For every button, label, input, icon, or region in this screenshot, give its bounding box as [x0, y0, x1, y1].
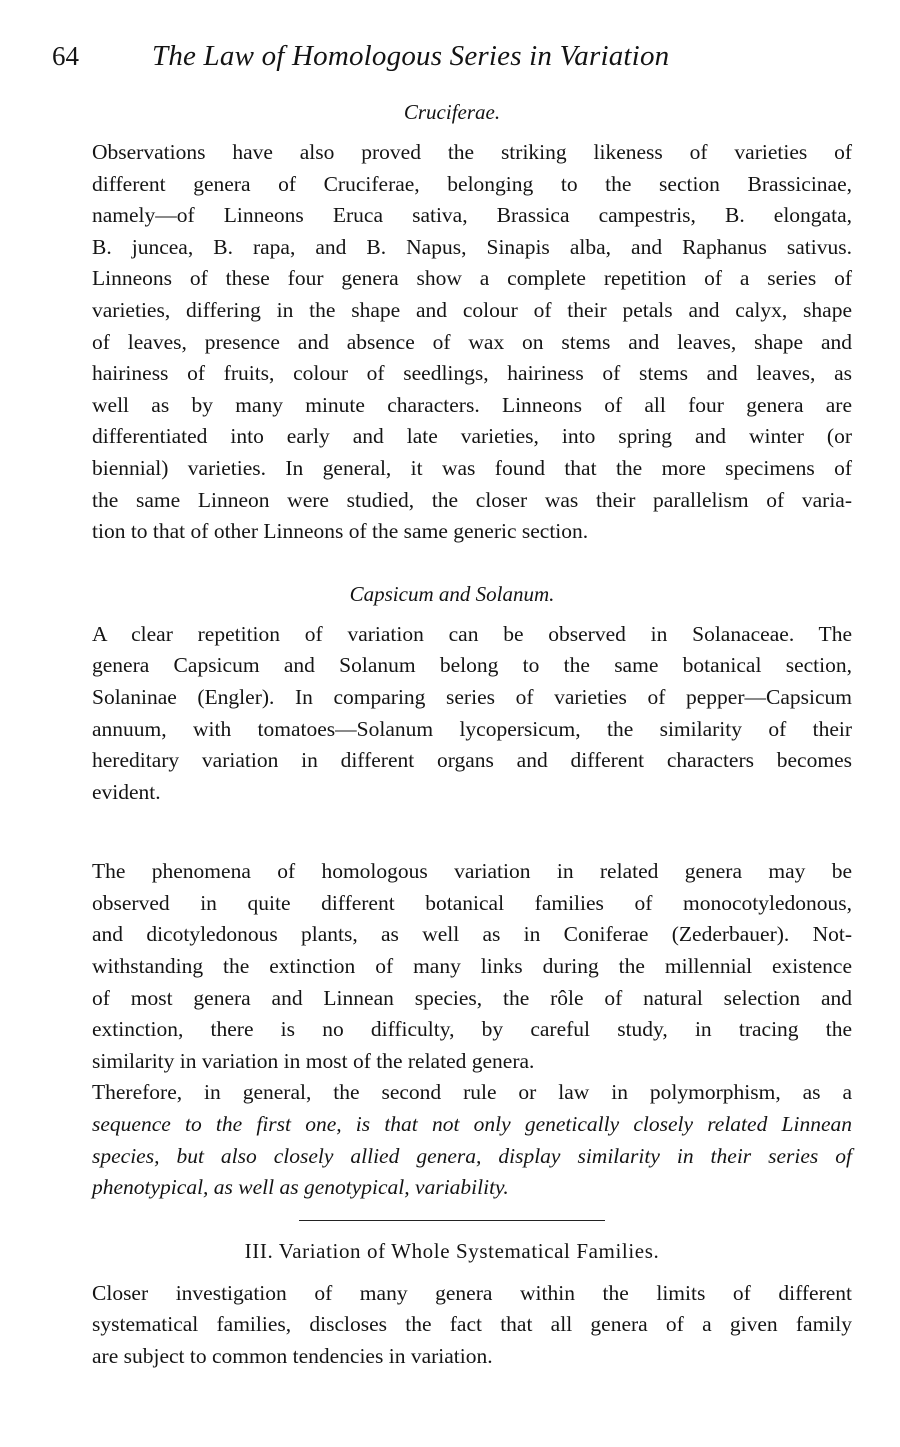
text-line: systematical families, discloses the fact that all genera of a given family — [92, 1312, 852, 1337]
section-divider — [299, 1220, 605, 1221]
text-line: B. juncea, B. rapa, and B. Napus, Sinapis alba, and Raphanus sativus. — [92, 234, 852, 259]
text-line: A clear repetition of variation can be observed in Solanaceae. The — [92, 621, 852, 646]
text-line: of leaves, presence and absence of wax on stems and leaves, shape and — [92, 329, 852, 354]
text-line: and dicotyledonous plants, as well as in Coniferae (Zederbauer). Not- — [92, 922, 852, 947]
italic-text: phenotypical, as well as genotypical, variability. — [92, 1175, 509, 1200]
italic-text: sequence to the first one, is that not only genetically closely related Linnean — [92, 1112, 852, 1137]
paragraph-homologous-variation — [52, 856, 852, 1077]
text-line: the same Linneon were studied, the closer was their parallelism of varia- — [92, 487, 852, 512]
text-line: varieties, differing in the shape and colour of their petals and calyx, shape — [92, 297, 852, 322]
text-line: Closer investigation of many genera within the limits of different — [92, 1280, 852, 1305]
running-head — [52, 40, 852, 86]
text-line: well as by many minute characters. Linneons of all four genera are — [92, 392, 852, 417]
text-line — [52, 1077, 852, 1109]
italic-text: species, but also closely allied genera, display similarity in their series of — [92, 1143, 852, 1168]
text-line: biennial) varieties. In general, it was found that the more specimens of — [92, 455, 852, 480]
section-heading-capsicum-solanum: Capsicum and Solanum. — [349, 581, 555, 606]
text-line: The phenomena of homologous variation in related genera may be — [92, 859, 852, 884]
text-line — [52, 1172, 852, 1204]
text-line — [52, 1141, 852, 1173]
paragraph-capsicum-solanum — [52, 619, 852, 809]
text-line: evident. — [92, 779, 161, 804]
text-line: hairiness of fruits, colour of seedlings, hairiness of stems and leaves, as — [92, 361, 852, 386]
paragraph-second-rule — [52, 1077, 852, 1203]
running-title: The Law of Homologous Series in Variation — [152, 40, 670, 72]
text-line: observed in quite different botanical families of monocotyledonous, — [92, 890, 852, 915]
text-span: Therefore, in general, the second rule or law in polymorphism, as a — [92, 1080, 852, 1105]
text-line: namely—of Linneons Eruca sativa, Brassica campestris, B. elongata, — [92, 203, 852, 228]
text-line: Linneons of these four genera show a complete repetition of a series of — [92, 266, 852, 291]
section-heading-cruciferae: Cruciferae. — [403, 100, 501, 124]
text-line: extinction, there is no difficulty, by careful study, in tracing the — [92, 1017, 852, 1042]
chapter-heading: III. Variation of Whole Systematical Families. — [244, 1238, 660, 1263]
text-line: similarity in variation in most of the related genera. — [92, 1048, 535, 1073]
text-line: Observations have also proved the striking likeness of varieties of — [92, 140, 852, 164]
text-line: different genera of Cruciferae, belonging to the section Brassicinae, — [92, 171, 852, 196]
text-line: of most genera and Linnean species, the rôle of natural selection and — [92, 985, 852, 1010]
text-line: genera Capsicum and Solanum belong to the same botanical section, — [92, 653, 852, 678]
text-line: differentiated into early and late varieties, into spring and winter (or — [92, 424, 852, 449]
text-line — [52, 1109, 852, 1141]
text-line: are subject to common tendencies in variation. — [92, 1344, 493, 1368]
text-line: tion to that of other Linneons of the same generic section. — [92, 519, 589, 544]
paragraph-closing — [52, 1278, 852, 1373]
paragraph-cruciferae — [52, 137, 852, 548]
text-line: Solaninae (Engler). In comparing series of varieties of pepper—Capsicum — [92, 684, 852, 709]
text-line: withstanding the extinction of many links during the millennial existence — [92, 954, 852, 979]
book-page — [52, 40, 852, 1373]
text-line: annuum, with tomatoes—Solanum lycopersicum, the similarity of their — [92, 716, 852, 741]
text-line: hereditary variation in different organs and different characters becomes — [92, 748, 852, 773]
page-number: 64 — [52, 41, 79, 71]
